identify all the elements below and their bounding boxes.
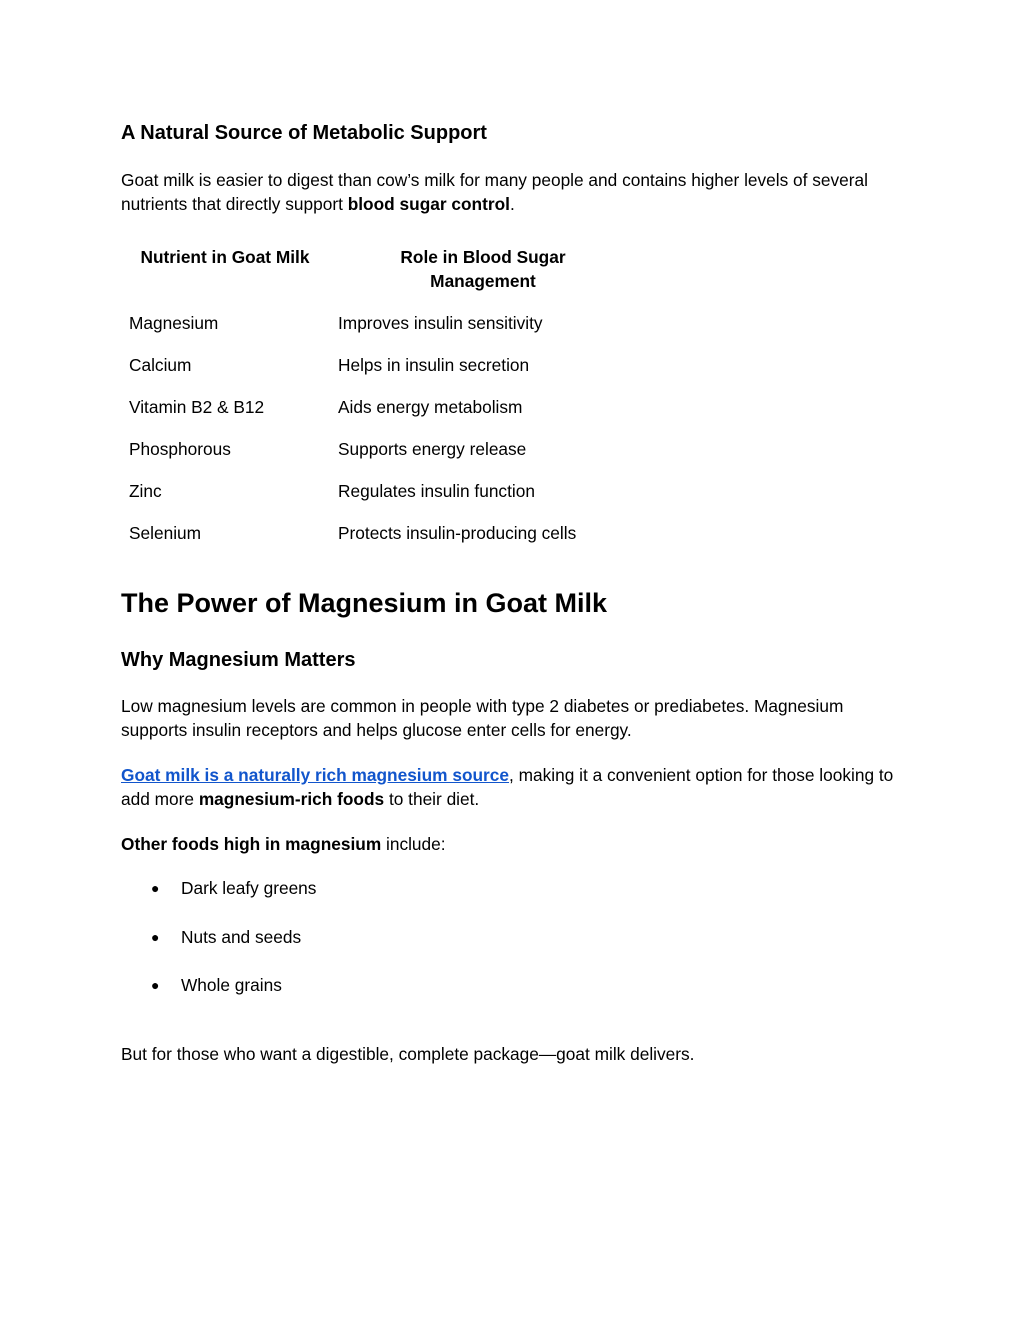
table-cell-nutrient: Selenium bbox=[129, 523, 202, 543]
table-cell-nutrient: Phosphorous bbox=[129, 439, 231, 459]
magnesium-paragraph: Low magnesium levels are common in people with type 2 diabetes or prediabetes. Magnesium supports insulin receptors and helps glucose enter cells for energy. bbox=[121, 696, 844, 740]
table-cell-role: Supports energy release bbox=[338, 439, 527, 459]
magnesium-rich-foods-bold: magnesium-rich foods bbox=[198, 789, 385, 809]
table-cell-nutrient: Magnesium bbox=[129, 313, 219, 333]
subheading-why-magnesium: Why Magnesium Matters bbox=[121, 649, 356, 671]
intro-trailing-text: . bbox=[509, 194, 515, 214]
goat-milk-paragraph-text: , making it a convenient option for those looking to add more bbox=[121, 765, 894, 809]
table-cell-nutrient: Zinc bbox=[129, 481, 162, 501]
table-cell-role: Improves insulin sensitivity bbox=[338, 313, 543, 333]
table-cell-role: Regulates insulin function bbox=[338, 481, 535, 501]
bullet-icon: ● bbox=[151, 929, 160, 945]
table-header-role bbox=[373, 245, 593, 293]
bullet-icon: ● bbox=[151, 880, 160, 896]
goat-milk-paragraph bbox=[121, 763, 911, 811]
other-foods-text: include: bbox=[381, 834, 446, 854]
bullet-icon: ● bbox=[151, 977, 160, 993]
table-cell-role: Aids energy metabolism bbox=[338, 397, 523, 417]
page-title-magnesium: The Power of Magnesium in Goat Milk bbox=[121, 588, 608, 618]
magnesium-source-link[interactable]: Goat milk is a naturally rich magnesium source bbox=[121, 765, 510, 785]
table-cell-role: Protects insulin-producing cells bbox=[338, 523, 577, 543]
intro-text: Goat milk is easier to digest than cow’s milk for many people and contains higher levels of several nutrients that directly support bbox=[121, 170, 868, 214]
table-cell-role: Helps in insulin secretion bbox=[338, 355, 530, 375]
goat-milk-paragraph-trailing: to their diet. bbox=[384, 789, 480, 809]
other-foods-bold: Other foods high in magnesium bbox=[121, 834, 382, 854]
closing-paragraph: But for those who want a digestible, complete package—goat milk delivers. bbox=[121, 1044, 695, 1064]
list-item-text: Nuts and seeds bbox=[181, 927, 302, 947]
section-heading-metabolic-support: A Natural Source of Metabolic Support bbox=[121, 122, 487, 144]
table-cell-nutrient: Calcium bbox=[129, 355, 192, 375]
table-header-role-line1: Role in Blood Sugar bbox=[400, 247, 566, 267]
list-item-text: Whole grains bbox=[181, 975, 282, 995]
other-foods-intro bbox=[121, 832, 911, 856]
table-header-nutrient: Nutrient in Goat Milk bbox=[140, 247, 310, 267]
table-header-role-line2: Management bbox=[430, 271, 536, 291]
intro-bold-text: blood sugar control bbox=[347, 194, 510, 214]
table-cell-nutrient: Vitamin B2 & B12 bbox=[129, 397, 265, 417]
intro-paragraph bbox=[121, 168, 911, 216]
list-item-text: Dark leafy greens bbox=[181, 878, 317, 898]
